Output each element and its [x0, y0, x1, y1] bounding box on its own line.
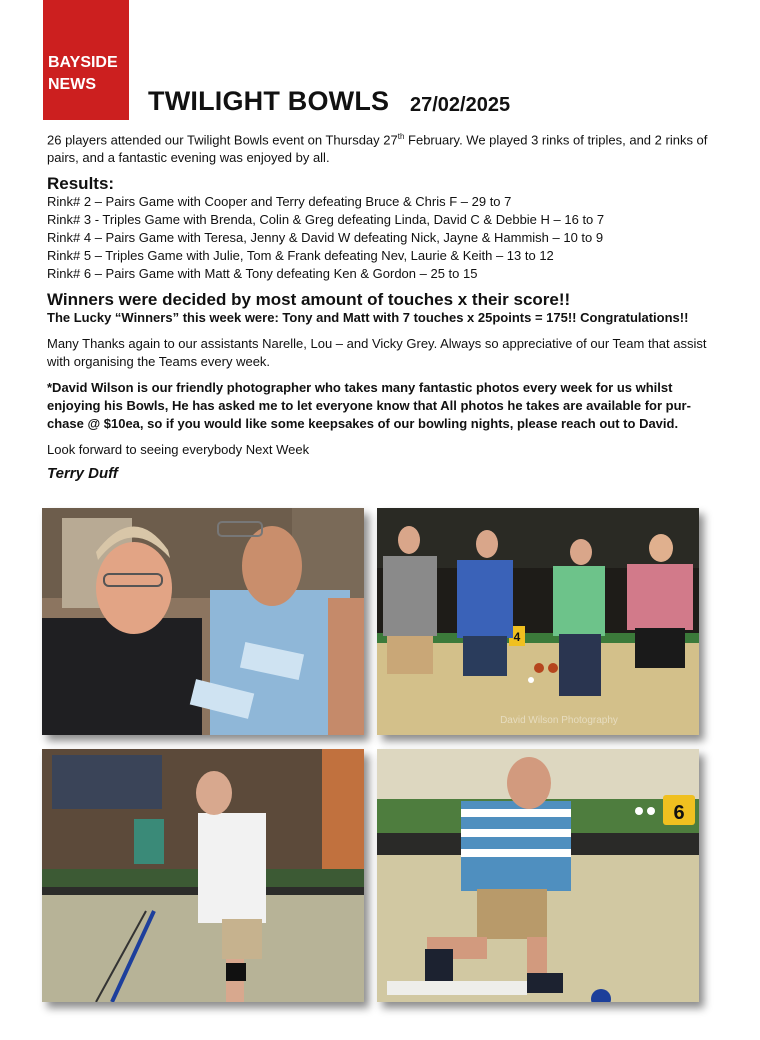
- result-item: Rink# 4 – Pairs Game with Teresa, Jenny & David W defeating Nick, Jayne & Hammish – 10 to 9: [47, 230, 604, 246]
- intro-part-2: February. We played 3 rinks of triples, and 2 rinks of pairs, and a fantastic evening was enjoyed by all.: [47, 132, 708, 166]
- look-forward: Look forward to seeing everybody Next Week: [47, 442, 310, 458]
- result-item: Rink# 3 - Triples Game with Brenda, Colin & Greg defeating Linda, David C & Debbie H – 16 to 7: [47, 212, 605, 228]
- bayside-news-badge: [43, 0, 129, 120]
- intro-paragraph: [47, 128, 709, 167]
- photographer-note: *David Wilson is our friendly photographer who takes many fantastic photos every week for us whilst enjoying his Bowls, He has asked me to let everyone know that All photos he takes are available for pur-chase @ $10ea, so if you would like some keepsakes of our bowling nights, please reach out to David.: [47, 380, 691, 432]
- thanks-paragraph: Many Thanks again to our assistants Narelle, Lou – and Vicky Grey. Always so appreciative of our Team that assist with organising the Teams every week.: [47, 336, 707, 370]
- photo-four-players: [377, 508, 699, 735]
- photo-man-bowling: [377, 749, 699, 1002]
- rink-number-6: 6: [673, 802, 685, 824]
- intro-superscript: th: [397, 132, 405, 141]
- photo-watermark: David Wilson Photography: [500, 715, 618, 726]
- intro-part-1: 26 players attended our Twilight Bowls event on Thursday 27: [47, 132, 398, 148]
- photo-man-with-stick: [42, 749, 364, 1002]
- signature: Terry Duff: [47, 465, 118, 483]
- result-item: Rink# 2 – Pairs Game with Cooper and Terry defeating Bruce & Chris F – 29 to 7: [47, 194, 512, 210]
- result-item: Rink# 6 – Pairs Game with Matt & Tony defeating Ken & Gordon – 25 to 15: [47, 266, 478, 282]
- page-title: TWILIGHT BOWLS: [148, 86, 390, 116]
- winners-heading: Winners were decided by most amount of touches x their score!!: [47, 290, 571, 310]
- results-list: [47, 193, 709, 283]
- results-heading: Results:: [47, 174, 115, 194]
- event-date: 27/02/2025: [410, 94, 511, 116]
- rink-number-4: 4: [513, 630, 521, 644]
- article-body: [47, 128, 709, 483]
- badge-line-1: BAYSIDE: [48, 54, 118, 71]
- photo-two-winners: [42, 508, 364, 735]
- lucky-winners: The Lucky “Winners” this week were: Tony and Matt with 7 touches x 25points = 175!! Congratulations!!: [47, 310, 689, 326]
- result-item: Rink# 5 – Triples Game with Julie, Tom & Frank defeating Nev, Laurie & Keith – 13 to 12: [47, 248, 554, 264]
- badge-line-2: NEWS: [48, 76, 96, 93]
